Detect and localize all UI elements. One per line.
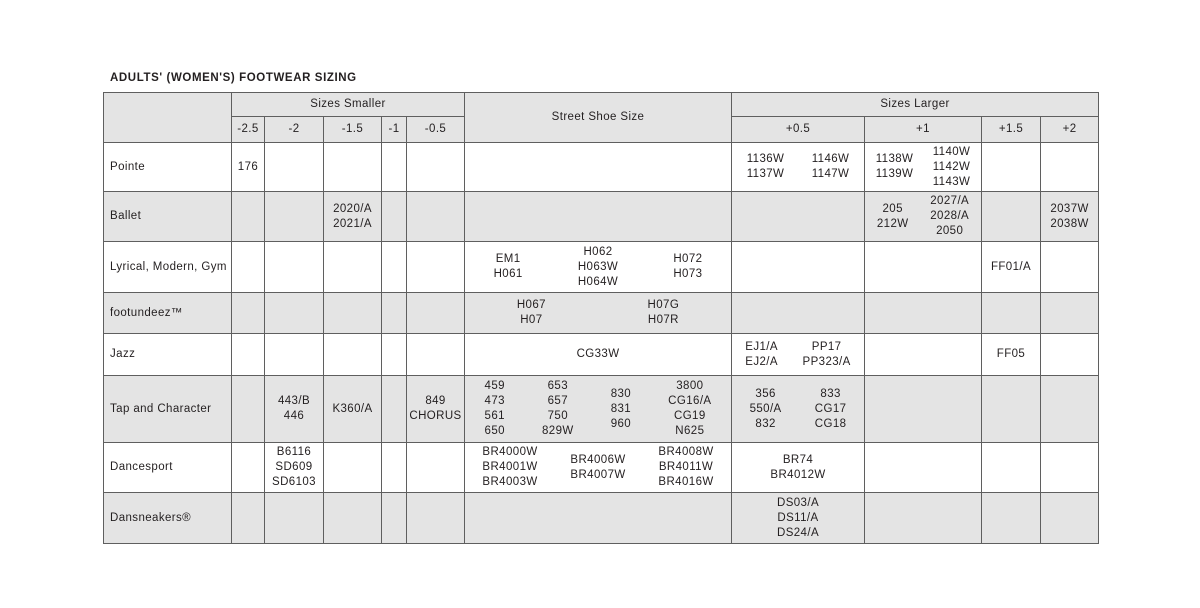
model-code: SD609 [275,461,313,473]
model-code: CHORUS [409,410,462,422]
size-cell [982,192,1041,242]
size-cell [732,493,865,544]
size-cell [732,143,865,192]
table-title: ADULTS' (WOMEN'S) FOOTWEAR SIZING [110,72,357,84]
row-label: Lyrical, Modern, Gym [104,242,232,293]
size-cell [865,242,982,293]
model-code: BR4000W [482,446,538,458]
model-code: BR4008W [658,446,714,458]
model-group [517,298,546,328]
model-code: 2028/A [930,210,970,222]
row-label: Pointe [104,143,232,192]
model-group [930,194,969,239]
table-row [104,443,1099,493]
model-code: H062 [583,245,613,258]
model-code: EM1 [495,253,521,265]
size-cell [465,143,732,192]
size-cell [265,443,324,493]
size-cell [407,293,465,334]
size-cell [465,443,732,493]
row-label: Tap and Character [104,376,232,443]
model-code: BR4007W [570,468,626,481]
header-sizes-smaller: Sizes Smaller [232,93,465,117]
model-code: PP323/A [802,355,851,368]
size-cell [732,334,865,376]
model-code: 960 [610,417,632,430]
size-cell [982,334,1041,376]
size-cell [265,376,324,443]
table-row [104,192,1099,242]
header-size-offset: -2.5 [232,117,265,143]
model-code: CG33W [576,348,620,360]
model-code: H07R [647,314,679,326]
size-cell [265,293,324,334]
size-cell [324,443,382,493]
size-cell [732,192,865,242]
size-cell [265,334,324,376]
model-code: 2027/A [930,195,970,207]
size-cell [1041,192,1099,242]
model-code: 1137W [746,168,785,180]
size-cell [407,192,465,242]
model-code: CG18 [814,417,847,430]
model-code: DS03/A [776,496,820,509]
table-row [104,242,1099,293]
size-cell [232,376,265,443]
size-cell [407,242,465,293]
model-group [747,152,785,182]
header-size-offset: -0.5 [407,117,465,143]
header-size-offset: -1.5 [324,117,382,143]
model-code: H063W [577,260,619,273]
size-cell [865,334,982,376]
row-label: Ballet [104,192,232,242]
size-cell [465,192,732,242]
model-code: 750 [547,410,569,422]
model-code: 1140W [932,145,971,158]
model-code: B6116 [276,446,312,458]
model-code: SD6103 [272,476,316,488]
model-code: CG16/A [668,395,712,407]
model-code: BR4011W [658,461,714,473]
model-code: H061 [493,268,523,280]
model-code: 653 [547,380,569,392]
size-cell [324,493,382,544]
model-code: BR4012W [770,468,826,481]
model-code: CG19 [674,410,706,422]
model-code: 830 [610,387,632,400]
size-cell [865,192,982,242]
size-cell [382,293,407,334]
model-code: 561 [484,410,505,422]
size-cell [1041,143,1099,192]
model-code: 1139W [875,168,914,180]
model-code: H072 [673,253,703,265]
header-size-offset: -1 [382,117,407,143]
model-code: 650 [484,425,505,437]
size-cell [324,143,382,192]
model-code: 205 [882,202,903,215]
size-cell [324,242,382,293]
model-code: BR4001W [482,461,538,473]
size-cell [232,143,265,192]
model-code: DS11/A [777,511,819,524]
table-row [104,376,1099,443]
model-code: H07G [647,299,680,311]
size-cell [732,443,865,493]
size-cell [982,493,1041,544]
header-street-shoe-size: Street Shoe Size [465,93,732,143]
size-cell [407,143,465,192]
model-code: FF05 [996,348,1026,360]
model-code: H07 [520,314,543,326]
model-code: 473 [484,395,505,407]
model-code: CG17 [814,402,847,415]
size-cell [465,334,732,376]
size-cell [324,334,382,376]
model-code: H073 [673,268,703,280]
model-group [877,202,909,232]
size-cell [324,293,382,334]
model-code: 550/A [749,402,782,415]
model-group [815,387,847,432]
model-code: EJ1/A [745,340,778,353]
model-group [542,379,574,439]
size-cell [382,376,407,443]
model-group [577,347,620,362]
model-code: BR4003W [482,476,538,488]
model-code: 657 [547,395,569,407]
model-code: 1142W [932,160,971,173]
model-code: BR74 [782,453,814,466]
size-cell [465,376,732,443]
size-cell [1041,242,1099,293]
row-label: Jazz [104,334,232,376]
model-group [485,379,505,439]
model-code: 176 [237,160,259,173]
size-cell [865,376,982,443]
size-cell [407,493,465,544]
size-cell [324,192,382,242]
size-cell [407,334,465,376]
model-code: 829W [542,425,574,437]
header-sizes-larger: Sizes Larger [732,93,1099,117]
header-corner [104,93,232,143]
model-code: 832 [755,417,776,430]
row-label: Dancesport [104,443,232,493]
model-code: 2038W [1050,217,1089,230]
size-cell [982,293,1041,334]
model-code: DS24/A [776,526,820,539]
model-code: 1147W [811,168,850,180]
size-cell [232,242,265,293]
size-cell [382,493,407,544]
size-cell [982,376,1041,443]
size-cell [265,143,324,192]
model-group [668,379,711,439]
size-cell [407,376,465,443]
row-label: footundeez™ [104,293,232,334]
model-group [648,298,680,328]
header-size-offset: +1 [865,117,982,143]
sizing-table [103,92,1099,544]
model-code: 833 [820,387,841,400]
model-group [570,453,625,483]
model-code: 212W [876,217,909,230]
model-group [803,340,851,370]
table-row [104,493,1099,544]
model-code: 443/B [277,395,311,407]
size-cell [232,443,265,493]
table-row [104,293,1099,334]
model-group [578,245,618,290]
size-cell [465,293,732,334]
model-code: PP17 [811,340,842,353]
model-code: N625 [675,425,705,437]
size-cell [1041,443,1099,493]
size-cell [982,443,1041,493]
size-cell [732,376,865,443]
model-code: 1143W [932,175,971,188]
size-cell [732,242,865,293]
size-cell [465,242,732,293]
size-cell [265,192,324,242]
model-code: K360/A [332,402,373,415]
header-size-offset: -2 [265,117,324,143]
size-cell [465,493,732,544]
model-group [745,340,778,370]
size-cell [382,143,407,192]
model-code: 1146W [811,153,850,165]
table-row [104,143,1099,192]
row-label: Dansneakers® [104,493,232,544]
size-cell [982,143,1041,192]
header-size-offset: +1.5 [982,117,1041,143]
model-code: 2020/A [333,202,372,215]
model-code: 459 [484,380,505,392]
model-group [812,152,850,182]
size-cell [324,376,382,443]
size-cell [265,242,324,293]
size-cell [865,443,982,493]
size-cell [1041,493,1099,544]
size-cell [1041,334,1099,376]
size-cell [865,293,982,334]
model-code: EJ2/A [745,355,778,368]
model-group [658,445,713,490]
model-code: BR4006W [570,453,626,466]
model-group [611,387,631,432]
model-group [750,387,782,432]
model-group [673,252,702,282]
size-cell [982,242,1041,293]
model-code: 2037W [1050,202,1089,215]
model-group [876,152,914,182]
model-code: FF01/A [990,260,1032,273]
header-size-offset: +0.5 [732,117,865,143]
size-cell [1041,293,1099,334]
model-code: H064W [577,275,619,288]
size-cell [232,293,265,334]
model-code: 446 [283,410,305,422]
model-group [770,453,825,483]
model-code: 2050 [936,225,964,237]
model-group [777,496,819,541]
model-group [494,252,523,282]
size-cell [865,493,982,544]
model-code: BR4016W [658,476,714,488]
size-cell [1041,376,1099,443]
model-code: 356 [755,387,776,400]
header-size-offset: +2 [1041,117,1099,143]
size-cell [382,192,407,242]
size-cell [382,334,407,376]
size-cell [382,443,407,493]
table-row [104,334,1099,376]
size-cell [407,443,465,493]
size-cell [232,192,265,242]
size-cell [265,493,324,544]
size-cell [865,143,982,192]
model-code: 849 [425,395,446,407]
model-code: 831 [610,402,632,415]
model-code: H067 [516,299,546,311]
size-cell [732,293,865,334]
model-code: 1138W [875,153,914,165]
model-code: 2021/A [333,217,372,230]
size-cell [232,493,265,544]
size-cell [232,334,265,376]
model-group [933,145,971,190]
model-code: 1136W [746,153,785,165]
size-cell [382,242,407,293]
model-group [482,445,537,490]
model-code: 3800 [676,380,704,392]
